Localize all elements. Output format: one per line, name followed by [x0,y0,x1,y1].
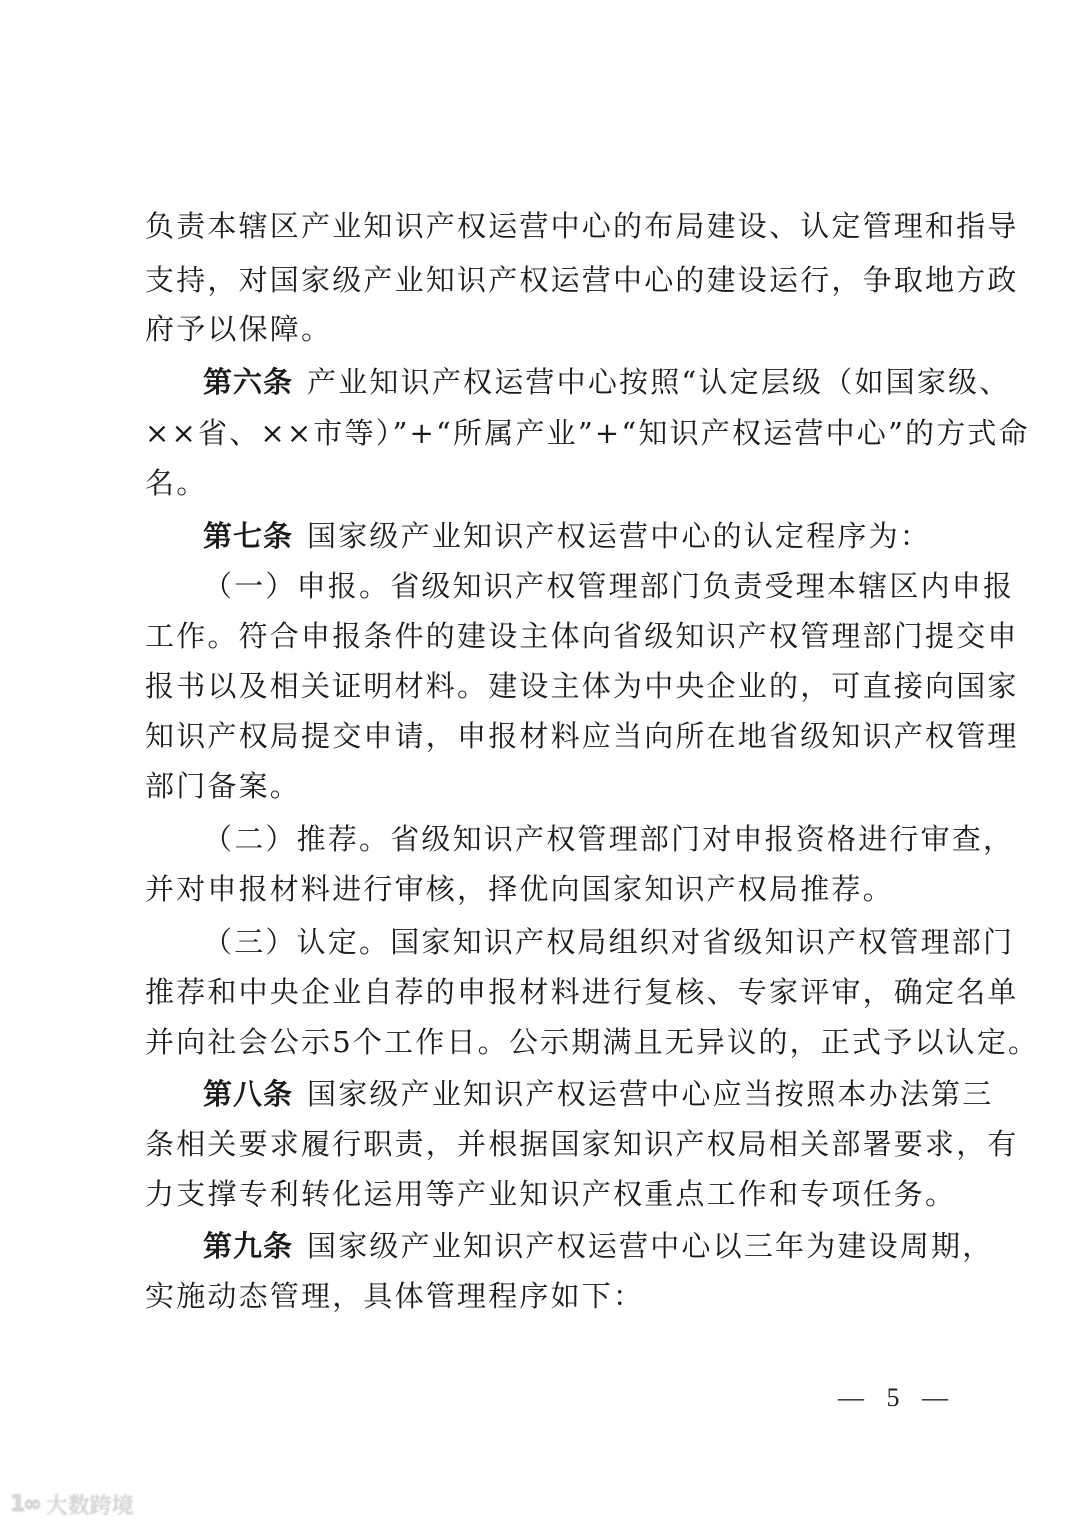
line-text: 工作。符合申报条件的建设主体向省级知识产权管理部门提交申 [145,619,1019,653]
paragraph-line [145,1170,957,1218]
article-number: 第六条 [203,365,294,399]
paragraph-line [145,662,1019,710]
watermark-logo-icon: 1∞ [10,1491,40,1517]
paragraph-line [145,305,945,353]
article-heading-line [203,1222,994,1270]
paragraph-line [145,762,945,810]
paragraph-line [145,256,1019,304]
paragraph-line [203,918,1015,966]
line-text: 府予以保障。 [145,312,333,346]
paragraph-line [145,612,1019,660]
line-text: 条相关要求履行职责，并根据国家知识产权局相关部署要求，有 [145,1127,1019,1161]
paragraph-line [145,202,1019,250]
line-text: 名。 [145,466,208,500]
line-text: 报书以及相关证明材料。建设主体为中央企业的，可直接向国家 [145,669,1019,703]
line-text: 国家级产业知识产权运营中心应当按照本办法第三 [307,1077,994,1111]
line-text: （三）认定。国家知识产权局组织对省级知识产权管理部门 [203,925,1015,959]
watermark [10,1490,134,1518]
paragraph-line [145,1120,1019,1168]
line-text: ××省、××市等）”+“所属产业”+“知识产权运营中心”的方式命 [145,416,1030,450]
paragraph-line [145,459,945,507]
line-text: 并对申报材料进行审核，择优向国家知识产权局推荐。 [145,872,894,906]
article-heading-line [203,1070,994,1118]
watermark-text: 大数跨境 [45,1493,134,1519]
paragraph-line [145,1018,1040,1066]
page-number: — 5 — [838,1383,956,1412]
article-number: 第七条 [203,519,294,553]
article-heading-line [203,512,945,560]
line-text: 部门备案。 [145,769,302,803]
line-text: 推荐和中央企业自荐的申报材料进行复核、专家评审，确定名单 [145,975,1019,1009]
paragraph-line [145,712,1019,760]
line-text: 力支撑专利转化运用等产业知识产权重点工作和专项任务。 [145,1177,957,1211]
article-number: 第八条 [203,1077,294,1111]
paragraph-line [145,968,1019,1016]
line-text: 并向社会公示5个工作日。公示期满且无异议的，正式予以认定。 [145,1025,1040,1059]
line-text: 实施动态管理，具体管理程序如下： [145,1279,645,1313]
paragraph-line [203,815,1015,863]
paragraph-line [203,562,1015,610]
line-text: （二）推荐。省级知识产权管理部门对申报资格进行审查， [203,822,1015,856]
line-text: 产业知识产权运营中心按照“认定层级（如国家级、 [307,365,1011,399]
line-text: 支持，对国家级产业知识产权运营中心的建设运行，争取地方政 [145,263,1019,297]
paragraph-line [145,865,945,913]
line-text: 国家级产业知识产权运营中心以三年为建设周期， [307,1229,994,1263]
article-number: 第九条 [203,1229,294,1263]
line-text: 负责本辖区产业知识产权运营中心的布局建设、认定管理和指导 [145,209,1019,243]
line-text: 知识产权局提交申请，申报材料应当向所在地省级知识产权管理 [145,719,1019,753]
paragraph-line [145,409,1030,457]
paragraph-line [145,1272,945,1320]
article-heading-line [203,358,1011,406]
line-text: 国家级产业知识产权运营中心的认定程序为： [307,519,932,553]
line-text: （一）申报。省级知识产权管理部门负责受理本辖区内申报 [203,569,1015,603]
